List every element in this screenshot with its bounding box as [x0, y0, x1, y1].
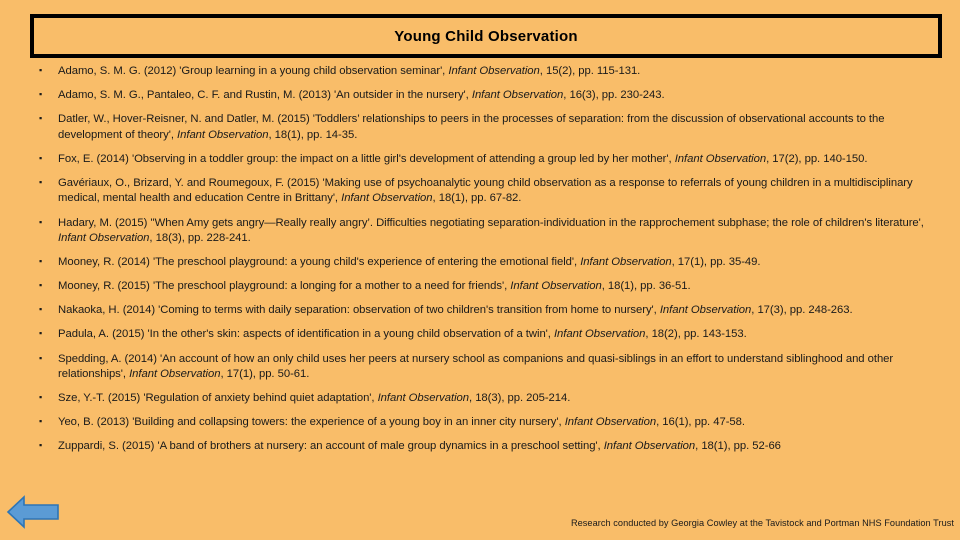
bullet-icon: ▪ — [39, 113, 43, 124]
reference-citation-pre: Gavériaux, O., Brizard, Y. and Roumegoux, F. (2015) 'Making use of psychoanalytic young child observation as a response to referrals of young children in a multidisciplinary medical, mental health and education Centre in Brittany', — [58, 176, 913, 205]
reference-citation-pre: Yeo, B. (2013) 'Building and collapsing towers: the experience of a young boy in an inner city nursery', — [58, 416, 565, 429]
journal-title: Infant Observation — [553, 328, 646, 341]
bullet-icon: ▪ — [39, 352, 43, 363]
reference-citation-post: , 17(1), pp. 50-61. — [220, 368, 310, 381]
reference-item — [30, 439, 945, 455]
bullet-icon: ▪ — [39, 152, 43, 163]
reference-citation-post: , 15(2), pp. 115-131. — [539, 65, 641, 77]
reference-citation-pre: Spedding, A. (2014) 'An account of how an only child uses her peers at nursery school as companions and quasi-siblings in an effort to understand siblinghood and other relationships', — [58, 352, 894, 381]
reference-text — [58, 279, 945, 295]
reference-citation-pre: Adamo, S. M. G. (2012) 'Group learning in a young child observation seminar', — [58, 65, 449, 77]
reference-citation-pre: Adamo, S. M. G., Pantaleo, C. F. and Rustin, M. (2013) 'An outsider in the nursery', — [58, 89, 472, 102]
journal-title: Infant Observation — [510, 280, 602, 293]
reference-citation-post: , 18(1), pp. 14-35. — [268, 128, 358, 141]
reference-item — [30, 415, 945, 431]
reference-item — [30, 152, 945, 168]
reference-item — [30, 112, 945, 143]
reference-item — [30, 279, 945, 295]
journal-title: Infant Observation — [341, 192, 433, 205]
reference-citation-post: , 18(1), pp. 52-66 — [695, 440, 781, 453]
reference-item — [30, 255, 945, 271]
reference-text — [58, 255, 945, 271]
reference-citation-post: , 17(1), pp. 35-49. — [671, 256, 761, 269]
reference-text — [58, 152, 945, 168]
reference-item — [30, 327, 945, 343]
journal-title: Infant Observation — [177, 128, 269, 141]
bullet-icon: ▪ — [39, 328, 43, 339]
bullet-icon: ▪ — [39, 416, 43, 427]
reference-citation-pre: Sze, Y.-T. (2015) 'Regulation of anxiety behind quiet adaptation', — [58, 392, 378, 405]
bullet-icon: ▪ — [39, 176, 43, 187]
slide-title-banner — [30, 14, 942, 58]
journal-title: Infant Observation — [471, 89, 564, 102]
bullet-icon: ▪ — [39, 440, 43, 451]
journal-title: Infant Observation — [580, 256, 672, 269]
reference-citation-pre: Padula, A. (2015) 'In the other's skin: aspects of identification in a young child observation of a twin', — [58, 328, 554, 341]
reference-text — [58, 303, 945, 319]
reference-text — [58, 415, 945, 431]
bullet-icon: ▪ — [39, 392, 43, 403]
reference-item — [30, 64, 945, 80]
journal-title: Infant Observation — [377, 392, 470, 405]
bullet-icon: ▪ — [39, 89, 43, 100]
reference-text — [58, 352, 945, 383]
reference-citation-post: , 18(1), pp. 36-51. — [601, 280, 691, 293]
reference-citation-pre: Mooney, R. (2014) 'The preschool playground: a young child's experience of entering the emotional field', — [58, 256, 581, 269]
journal-title: Infant Observation — [129, 368, 221, 381]
reference-citation-pre: Nakaoka, H. (2014) 'Coming to terms with daily separation: observation of two children's transition from home to nursery', — [58, 304, 660, 317]
reference-citation-pre: Mooney, R. (2015) 'The preschool playground: a longing for a mother to a need for friends', — [58, 280, 511, 293]
research-credit: Research conducted by Georgia Cowley at the Tavistock and Portman NHS Foundation Trust — [570, 518, 954, 528]
reference-item — [30, 216, 945, 247]
reference-text — [58, 391, 945, 407]
reference-citation-post: , 17(3), pp. 248-263. — [751, 304, 853, 317]
reference-citation-pre: Hadary, M. (2015) ''When Amy gets angry—Really really angry’. Difficulties negotiating separation-individuation in the rapprochement subphase; the role of children's literature', — [58, 216, 924, 229]
bullet-icon: ▪ — [39, 280, 43, 291]
reference-item — [30, 391, 945, 407]
reference-item — [30, 176, 945, 207]
reference-text — [58, 88, 945, 104]
bullet-icon: ▪ — [39, 304, 43, 315]
reference-text — [58, 216, 945, 247]
reference-citation-post: , 18(1), pp. 67-82. — [432, 192, 522, 205]
reference-citation-pre: Fox, E. (2014) 'Observing in a toddler group: the impact on a little girl's development of attending a group led by her mother', — [58, 152, 675, 165]
reference-citation-post: , 17(2), pp. 140-150. — [766, 152, 868, 165]
reference-citation-post: , 16(1), pp. 47-58. — [656, 416, 745, 429]
reference-item — [30, 303, 945, 319]
journal-title: Infant Observation — [659, 304, 752, 317]
reference-citation-pre: Zuppardi, S. (2015) 'A band of brothers at nursery: an account of male group dynamics in a preschool setting', — [58, 440, 604, 453]
page-title: Young Child Observation — [394, 27, 578, 45]
journal-title: Infant Observation — [674, 152, 767, 165]
bullet-icon: ▪ — [39, 216, 43, 227]
back-arrow-button[interactable] — [5, 494, 61, 530]
bullet-icon: ▪ — [39, 256, 43, 267]
bullet-icon: ▪ — [39, 65, 43, 75]
reference-text — [58, 176, 945, 207]
reference-citation-post: , 18(2), pp. 143-153. — [645, 328, 747, 341]
reference-text — [58, 327, 945, 343]
journal-title: Infant Observation — [564, 416, 657, 429]
journal-title: Infant Observation — [603, 440, 696, 453]
reference-citation-post: , 16(3), pp. 230-243. — [563, 89, 665, 102]
back-arrow-icon — [5, 494, 61, 530]
reference-citation-pre: Datler, W., Hover-Reisner, N. and Datler, M. (2015) 'Toddlers’ relationships to peers in the processes of separation: from the discussion of observational accounts to the development of theory', — [58, 113, 885, 141]
reference-text — [58, 64, 945, 80]
journal-title: Infant Observation — [58, 232, 150, 245]
journal-title: Infant Observation — [448, 65, 540, 77]
reference-citation-post: , 18(3), pp. 205-214. — [469, 392, 571, 405]
reference-item — [30, 88, 945, 104]
reference-text — [58, 439, 945, 455]
reference-text — [58, 112, 945, 143]
reference-citation-post: , 18(3), pp. 228-241. — [149, 232, 251, 245]
reference-list — [30, 64, 945, 463]
reference-item — [30, 352, 945, 383]
